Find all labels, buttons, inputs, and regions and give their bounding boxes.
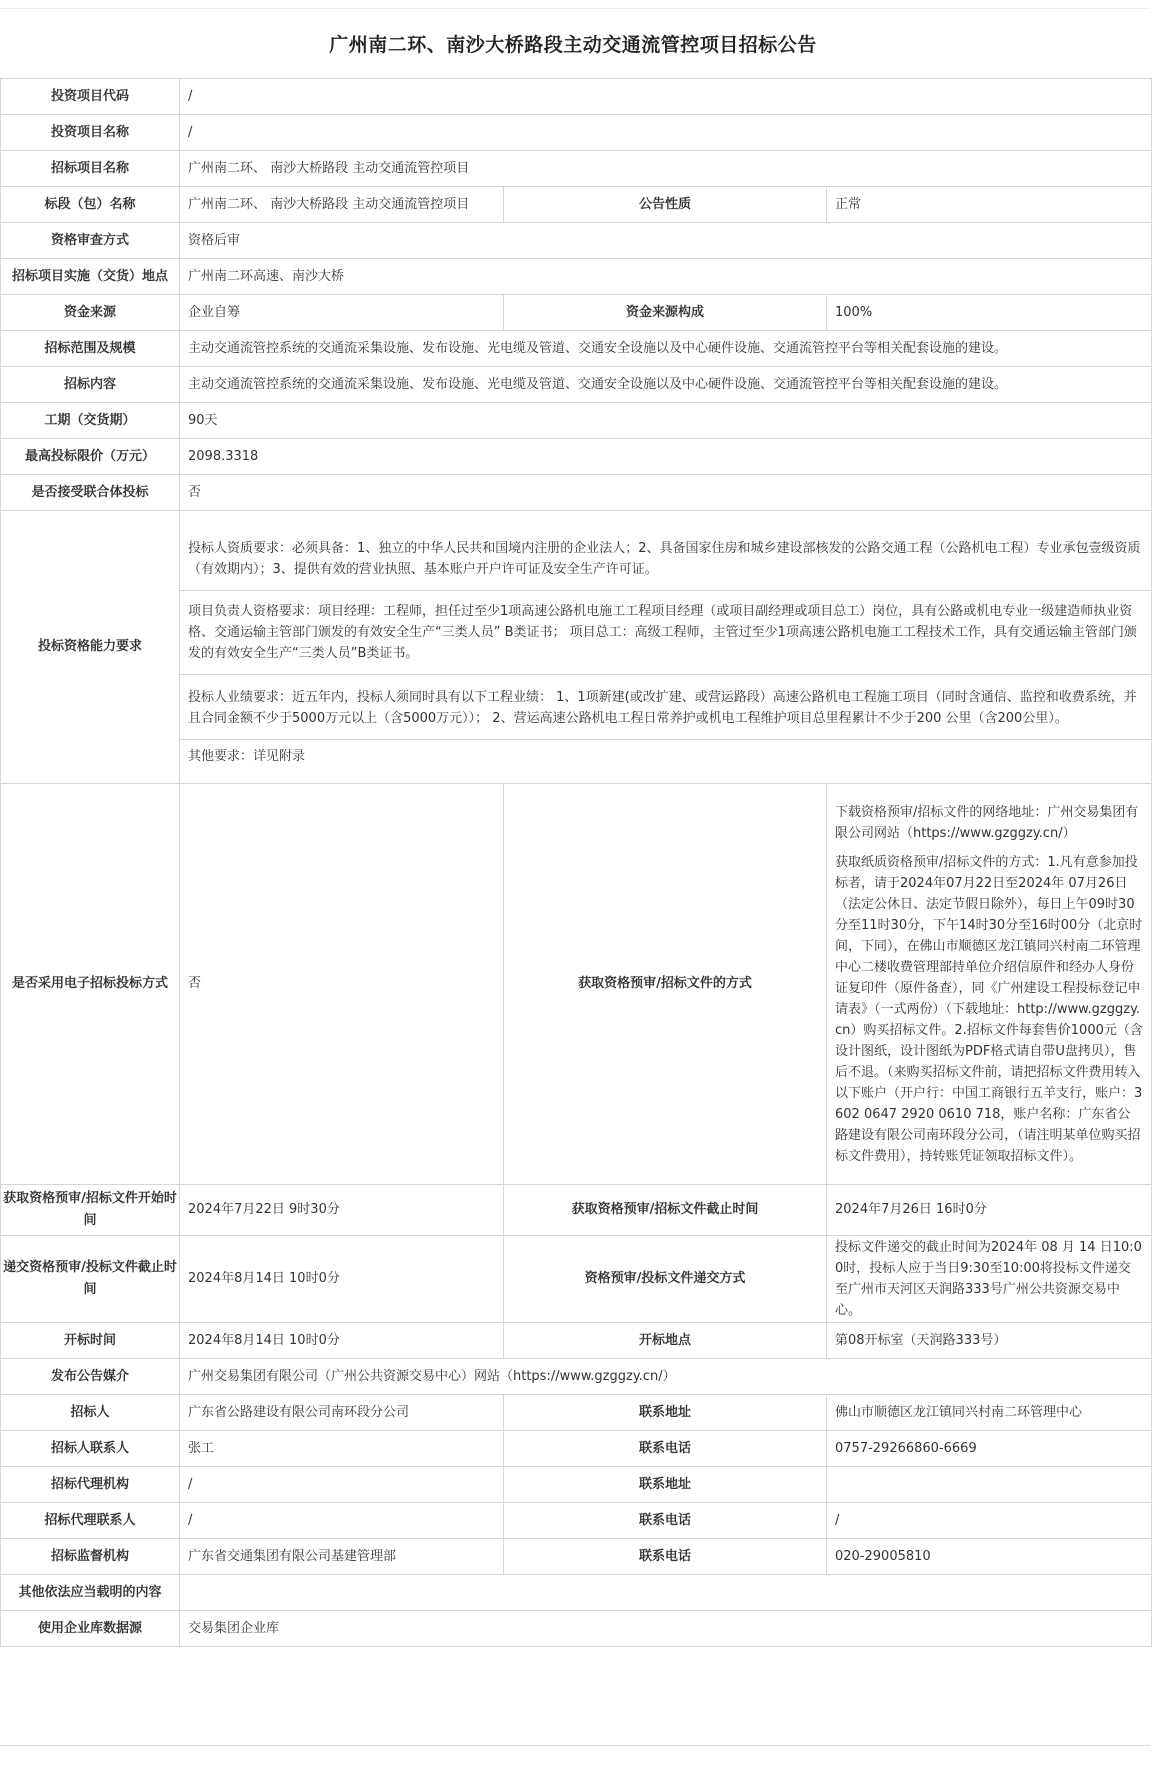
- row-label: 递交资格预审/投标文件截止时间: [1, 1236, 180, 1323]
- row-label: 投资项目名称: [1, 115, 180, 151]
- top-divider: [0, 8, 1150, 9]
- row-opening: [1, 1323, 1152, 1359]
- row-value: 2024年8月14日 10时0分: [180, 1236, 504, 1323]
- row-project-code: [1, 79, 1152, 115]
- row-label: 招标项目实施（交货）地点: [1, 259, 180, 295]
- row-label: 联系地址: [504, 1467, 827, 1503]
- row-label: 资格审查方式: [1, 223, 180, 259]
- row-scope: [1, 331, 1152, 367]
- row-label: 招标人: [1, 1395, 180, 1431]
- row-value: 广东省公路建设有限公司南环段分公司: [180, 1395, 504, 1431]
- row-value: 否: [180, 784, 504, 1185]
- row-label: 招标内容: [1, 367, 180, 403]
- document-acquisition-cell: [827, 784, 1152, 1185]
- row-review-method: [1, 223, 1152, 259]
- row-value: 100%: [827, 295, 1152, 331]
- row-value: [180, 1575, 1152, 1611]
- row-agency-contact: [1, 1503, 1152, 1539]
- row-project-name: [1, 115, 1152, 151]
- row-label: 投标资格能力要求: [1, 511, 180, 784]
- row-label: 招标监督机构: [1, 1539, 180, 1575]
- row-agency: [1, 1467, 1152, 1503]
- row-joint-bid: [1, 475, 1152, 511]
- download-address: 下载资格预审/招标文件的网络地址：广州交易集团有限公司网站（https://www.gzggzy.cn/）: [835, 804, 1139, 841]
- row-label: 是否采用电子招标投标方式: [1, 784, 180, 1185]
- row-label: 工期（交货期）: [1, 403, 180, 439]
- row-value: 佛山市顺德区龙江镇同兴村南二环管理中心: [827, 1395, 1152, 1431]
- row-value: 广州交易集团有限公司（广州公共资源交易中心）网站（https://www.gzggzy.cn/）: [180, 1359, 1152, 1395]
- page-title: 广州南二环、南沙大桥路段主动交通流管控项目招标公告: [329, 34, 817, 56]
- row-location: [1, 259, 1152, 295]
- row-value: 资格后审: [180, 223, 1152, 259]
- row-label: 投资项目代码: [1, 79, 180, 115]
- row-value: 投标文件递交的截止时间为2024年 08 月 14 日10:00时，投标人应于当日9:30至10:00将投标文件递交至广州市天河区天润路333号广州公共资源交易中心。: [827, 1236, 1152, 1323]
- row-period: [1, 403, 1152, 439]
- row-label: 资格预审/投标文件递交方式: [504, 1236, 827, 1323]
- row-label: 联系电话: [504, 1539, 827, 1575]
- row-label: 最高投标限价（万元）: [1, 439, 180, 475]
- row-value: /: [180, 1467, 504, 1503]
- row-label: 招标代理联系人: [1, 1503, 180, 1539]
- row-value: 2024年8月14日 10时0分: [180, 1323, 504, 1359]
- row-value: 020-29005810: [827, 1539, 1152, 1575]
- row-label: 获取资格预审/招标文件开始时间: [1, 1185, 180, 1236]
- row-value: 张工: [180, 1431, 504, 1467]
- row-label: 联系电话: [504, 1431, 827, 1467]
- row-label: 获取资格预审/招标文件截止时间: [504, 1185, 827, 1236]
- row-label: 公告性质: [504, 187, 827, 223]
- row-content: [1, 367, 1152, 403]
- row-label: 招标代理机构: [1, 1467, 180, 1503]
- paper-acquisition: 获取纸质资格预审/招标文件的方式：1.凡有意参加投标者，请于2024年07月22日至2024年 07月26日（法定公休日、法定节假日除外），每日上午09时30分至11时30分，下午14时30分至16时00分（北京时间，下同），在佛山市顺德区龙江镇同兴村南二环管理中心二楼收费管理部持单位介绍信原件和经办人身份证复印件（原件备查），同《广州建设工程投标登记申请表》（一式两份）（下载地址：http://www.gzggzy.cn）购买招标文件。2.招标文件每套售价1000元（含设计图纸，设计图纸为PDF格式请自带U盘拷贝），售后不退。（来购买招标文件前，请把招标文件费用转入以下账户（开户行：中国工商银行五羊支行，账户：3602 0647 2920 0610 718，账户名称：广东省公路建设有限公司南环段分公司，（请注明某单位购买招标文件费用），持转账凭证领取招标文件）。: [835, 854, 1143, 1164]
- qualification-other: 其他要求：详见附录: [188, 748, 306, 764]
- row-label: 其他依法应当载明的内容: [1, 1575, 180, 1611]
- row-submit-deadline: [1, 1236, 1152, 1323]
- row-label: 招标范围及规模: [1, 331, 180, 367]
- qualification-performance: 投标人业绩要求：近五年内，投标人须同时具有以下工程业绩： 1、1项新建(或改扩建、或营运路段）高速公路机电工程施工项目（同时含通信、监控和收费系统，并且合同金额不少于5000万元以上（含5000万元））； 2、营运高速公路机电工程日常养护或机电工程维护项目总里程累计不少于200 公里（含200公里）。: [180, 675, 1151, 740]
- row-value: 主动交通流管控系统的交通流采集设施、发布设施、光电缆及管道、交通安全设施以及中心硬件设施、交通流管控平台等相关配套设施的建设。: [180, 331, 1152, 367]
- row-doc-start: [1, 1185, 1152, 1236]
- row-label: 联系地址: [504, 1395, 827, 1431]
- row-value: 企业自筹: [180, 295, 504, 331]
- row-value: 正常: [827, 187, 1152, 223]
- row-value: 否: [180, 475, 1152, 511]
- row-enterprise-db: [1, 1611, 1152, 1647]
- row-value: 广州南二环、 南沙大桥路段 主动交通流管控项目: [180, 151, 1152, 187]
- row-section-name: [1, 187, 1152, 223]
- row-value: 0757-29266860-6669: [827, 1431, 1152, 1467]
- row-value: 2098.3318: [180, 439, 1152, 475]
- qualification-company: 投标人资质要求：必须具备：1、独立的中华人民共和国境内注册的企业法人；2、具备国家住房和城乡建设部核发的公路交通工程（公路机电工程）专业承包壹级资质（有效期内）；3、提供有效的营业执照、基本账户开户许可证及安全生产许可证。: [180, 522, 1151, 591]
- row-label: 联系电话: [504, 1503, 827, 1539]
- row-label: 开标时间: [1, 1323, 180, 1359]
- row-value: 广东省交通集团有限公司基建管理部: [180, 1539, 504, 1575]
- row-label: 是否接受联合体投标: [1, 475, 180, 511]
- row-tenderer-contact: [1, 1431, 1152, 1467]
- row-value: 主动交通流管控系统的交通流采集设施、发布设施、光电缆及管道、交通安全设施以及中心硬件设施、交通流管控平台等相关配套设施的建设。: [180, 367, 1152, 403]
- bottom-divider: [0, 1745, 1150, 1746]
- row-label: 招标人联系人: [1, 1431, 180, 1467]
- row-value: /: [180, 1503, 504, 1539]
- row-value: [827, 1467, 1152, 1503]
- row-max-price: [1, 439, 1152, 475]
- row-label: 标段（包）名称: [1, 187, 180, 223]
- row-media: [1, 1359, 1152, 1395]
- qualification-manager: 项目负责人资格要求：项目经理：工程师，担任过至少1项高速公路机电施工工程项目经理（或项目副经理或项目总工）岗位，具有公路或机电专业一级建造师执业资格、交通运输主管部门颁发的有效安全生产“三类人员” B类证书； 项目总工：高级工程师，主管过至少1项高速公路机电施工工程技术工作，具有交通运输主管部门颁发的有效安全生产“三类人员”B类证书。: [180, 591, 1151, 675]
- row-value: 交易集团企业库: [180, 1611, 1152, 1647]
- row-value: /: [180, 79, 1152, 115]
- row-label: 资金来源: [1, 295, 180, 331]
- row-other-content: [1, 1575, 1152, 1611]
- announcement-table: [0, 78, 1152, 1647]
- row-value: 广州南二环高速、南沙大桥: [180, 259, 1152, 295]
- row-label: 招标项目名称: [1, 151, 180, 187]
- row-value: 第08开标室（天润路333号）: [827, 1323, 1152, 1359]
- row-value: /: [827, 1503, 1152, 1539]
- row-label: 获取资格预审/招标文件的方式: [504, 784, 827, 1185]
- row-qualification: [1, 511, 1152, 784]
- row-label: 使用企业库数据源: [1, 1611, 180, 1647]
- row-label: 开标地点: [504, 1323, 827, 1359]
- row-label: 资金来源构成: [504, 295, 827, 331]
- row-value: 2024年7月22日 9时30分: [180, 1185, 504, 1236]
- qualification-cell: [180, 511, 1152, 784]
- row-label: 发布公告媒介: [1, 1359, 180, 1395]
- row-supervisor: [1, 1539, 1152, 1575]
- row-value: 90天: [180, 403, 1152, 439]
- row-value: 广州南二环、 南沙大桥路段 主动交通流管控项目: [180, 187, 504, 223]
- row-tenderer: [1, 1395, 1152, 1431]
- row-value: 2024年7月26日 16时0分: [827, 1185, 1152, 1236]
- row-electronic-bidding: [1, 784, 1152, 1185]
- row-tender-project-name: [1, 151, 1152, 187]
- row-fund-source: [1, 295, 1152, 331]
- row-value: /: [180, 115, 1152, 151]
